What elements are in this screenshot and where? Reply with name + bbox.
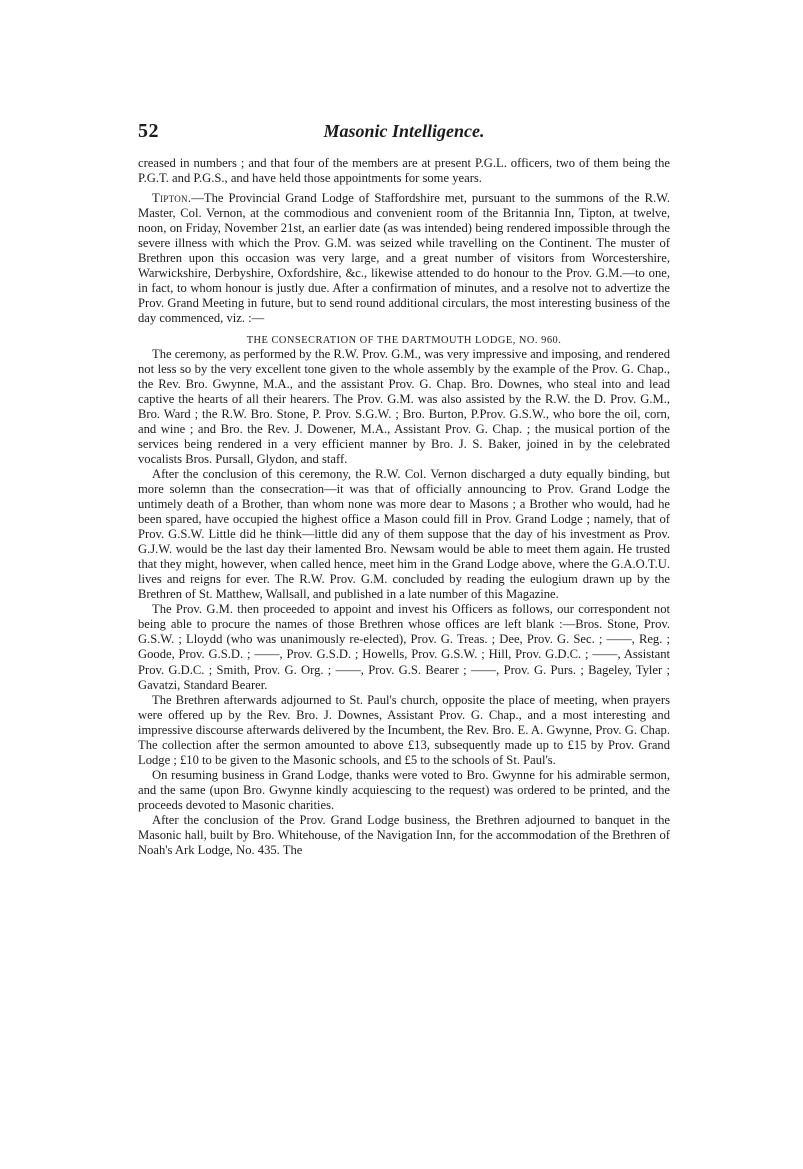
paragraph-officers: The Prov. G.M. then proceeded to appoint and invest his Officers as follows, our correspondent not being able to procure the names of those Brethren whose offices are left blank :—Bros. Stone, Prov. G.S.W. ; Lloydd (who was unanimously re-elected), Prov. G. Treas. ; Dee, Prov. G. Sec. ; ——, Reg. ; Goode, Prov. G.S.D. ; ——, Prov. G.S.D. ; Howells, Prov. G.S.W. ; Hill, Prov. G.D.C. ; ——, Assistant Prov. G.D.C. ; Smith, Prov. G. Org. ; ——, Prov. G.S. Bearer ; ——, Prov. G. Purs. ; Bageley, Tyler ; Gavatzi, Standard Bearer.: [138, 602, 670, 692]
document-page: [138, 120, 670, 858]
tipton-paragraph: [138, 191, 670, 326]
continuation-paragraph: creased in numbers ; and that four of the members are at present P.G.L. officers, two of them being the P.G.T. and P.G.S., and have held those appointments for some years.: [138, 156, 670, 186]
paragraph-thanks: On resuming business in Grand Lodge, thanks were voted to Bro. Gwynne for his admirable sermon, and the same (upon Bro. Gwynne kindly acquiescing to the request) was ordered to be printed, and the proceeds devoted to Masonic charities.: [138, 767, 670, 812]
page-header: [138, 120, 670, 146]
paragraph-ceremony: The ceremony, as performed by the R.W. Prov. G.M., was very impressive and imposing, and rendered not less so by the very excellent tone given to the whole assembly by the example of the Prov. G. Chap., the Rev. Bro. Gwynne, M.A., and the assistant Prov. G. Chap. Bro. Downes, who steal into and lead captive the hearts of all their hearers. The Prov. G.M. was also assisted by the R.W. the D. Prov. G.M., Bro. Ward ; the R.W. Bro. Stone, P. Prov. S.G.W. ; Bro. Burton, P.Prov. G.S.W., who bore the oil, corn, and wine ; and Bro. the Rev. J. Dowener, M.A., Assistant Prov. G. Chap. ; the musical portion of the services being rendered in a very efficient manner by Bro. J. S. Baker, joined in by the celebrated vocalists Bros. Pursall, Glydon, and staff.: [138, 346, 670, 466]
running-title: Masonic Intelligence.: [323, 121, 485, 141]
tipton-lead: Tipton.: [152, 191, 192, 206]
page-number: 52: [138, 120, 159, 142]
section-heading: THE CONSECRATION OF THE DARTMOUTH LODGE, NO. 960.: [246, 334, 562, 346]
article-body: [138, 156, 670, 858]
paragraph-banquet: After the conclusion of the Prov. Grand Lodge business, the Brethren adjourned to banquet in the Masonic hall, built by Bro. Whitehouse, of the Navigation Inn, for the accommodation of the Brethren of Noah's Ark Lodge, No. 435. The: [138, 812, 670, 858]
tipton-body: —The Provincial Grand Lodge of Staffordshire met, pursuant to the summons of the R.W. Master, Col. Vernon, at the commodious and convenient room of the Britannia Inn, Tipton, at twelve, noon, on Friday, November 21st, an earlier date (as was intended) being rendered impossible through the severe illness with which the Prov. G.M. was seized while travelling on the Continent. The muster of Brethren upon this occasion was very large, and a great number of visitors from Worcestershire, Warwickshire, Derbyshire, Oxfordshire, &c., likewise attended to do honour to the Prov. G.M.—to one, in fact, to whom honour is justly due. After a confirmation of minutes, and a resolve not to advertize the Prov. Grand Meeting in future, but to send round additional circulars, the most interesting business of the day commenced, viz. :—: [138, 191, 670, 326]
paragraph-announcement: After the conclusion of this ceremony, the R.W. Col. Vernon discharged a duty equally binding, but more solemn than the consecration—it was that of officially announcing to Prov. Grand Lodge the untimely death of a Brother, than whom none was more dear to Masons ; a Brother who would, had he been spared, have occupied the highest office a Mason could fill in Prov. Grand Lodge ; namely, that of Prov. G.S.W. Little did he think—little did any of them suppose that the day of his investment as Prov. G.J.W. would be the last day their lamented Bro. Newsam would be able to meet them again. He trusted that they might, however, when called hence, meet him in the Grand Lodge above, where the G.A.O.T.U. lives and reigns for ever. The R.W. Prov. G.M. concluded by reading the eulogium drawn up by the Brethren of St. Matthew, Wallsall, and published in a late number of this Magazine.: [138, 466, 670, 602]
paragraph-church: The Brethren afterwards adjourned to St. Paul's church, opposite the place of meeting, when prayers were offered up by the Rev. Bro. J. Downes, Assistant Prov. G. Chap., and a most interesting and impressive discourse afterwards delivered by the Incumbent, the Rev. Bro. E. A. Gwynne, Prov. G. Chap. The collection after the sermon amounted to above £13, subsequently made up to £15 by Prov. Grand Lodge ; £10 to be given to the Masonic schools, and £5 to the schools of St. Paul's.: [138, 692, 670, 767]
